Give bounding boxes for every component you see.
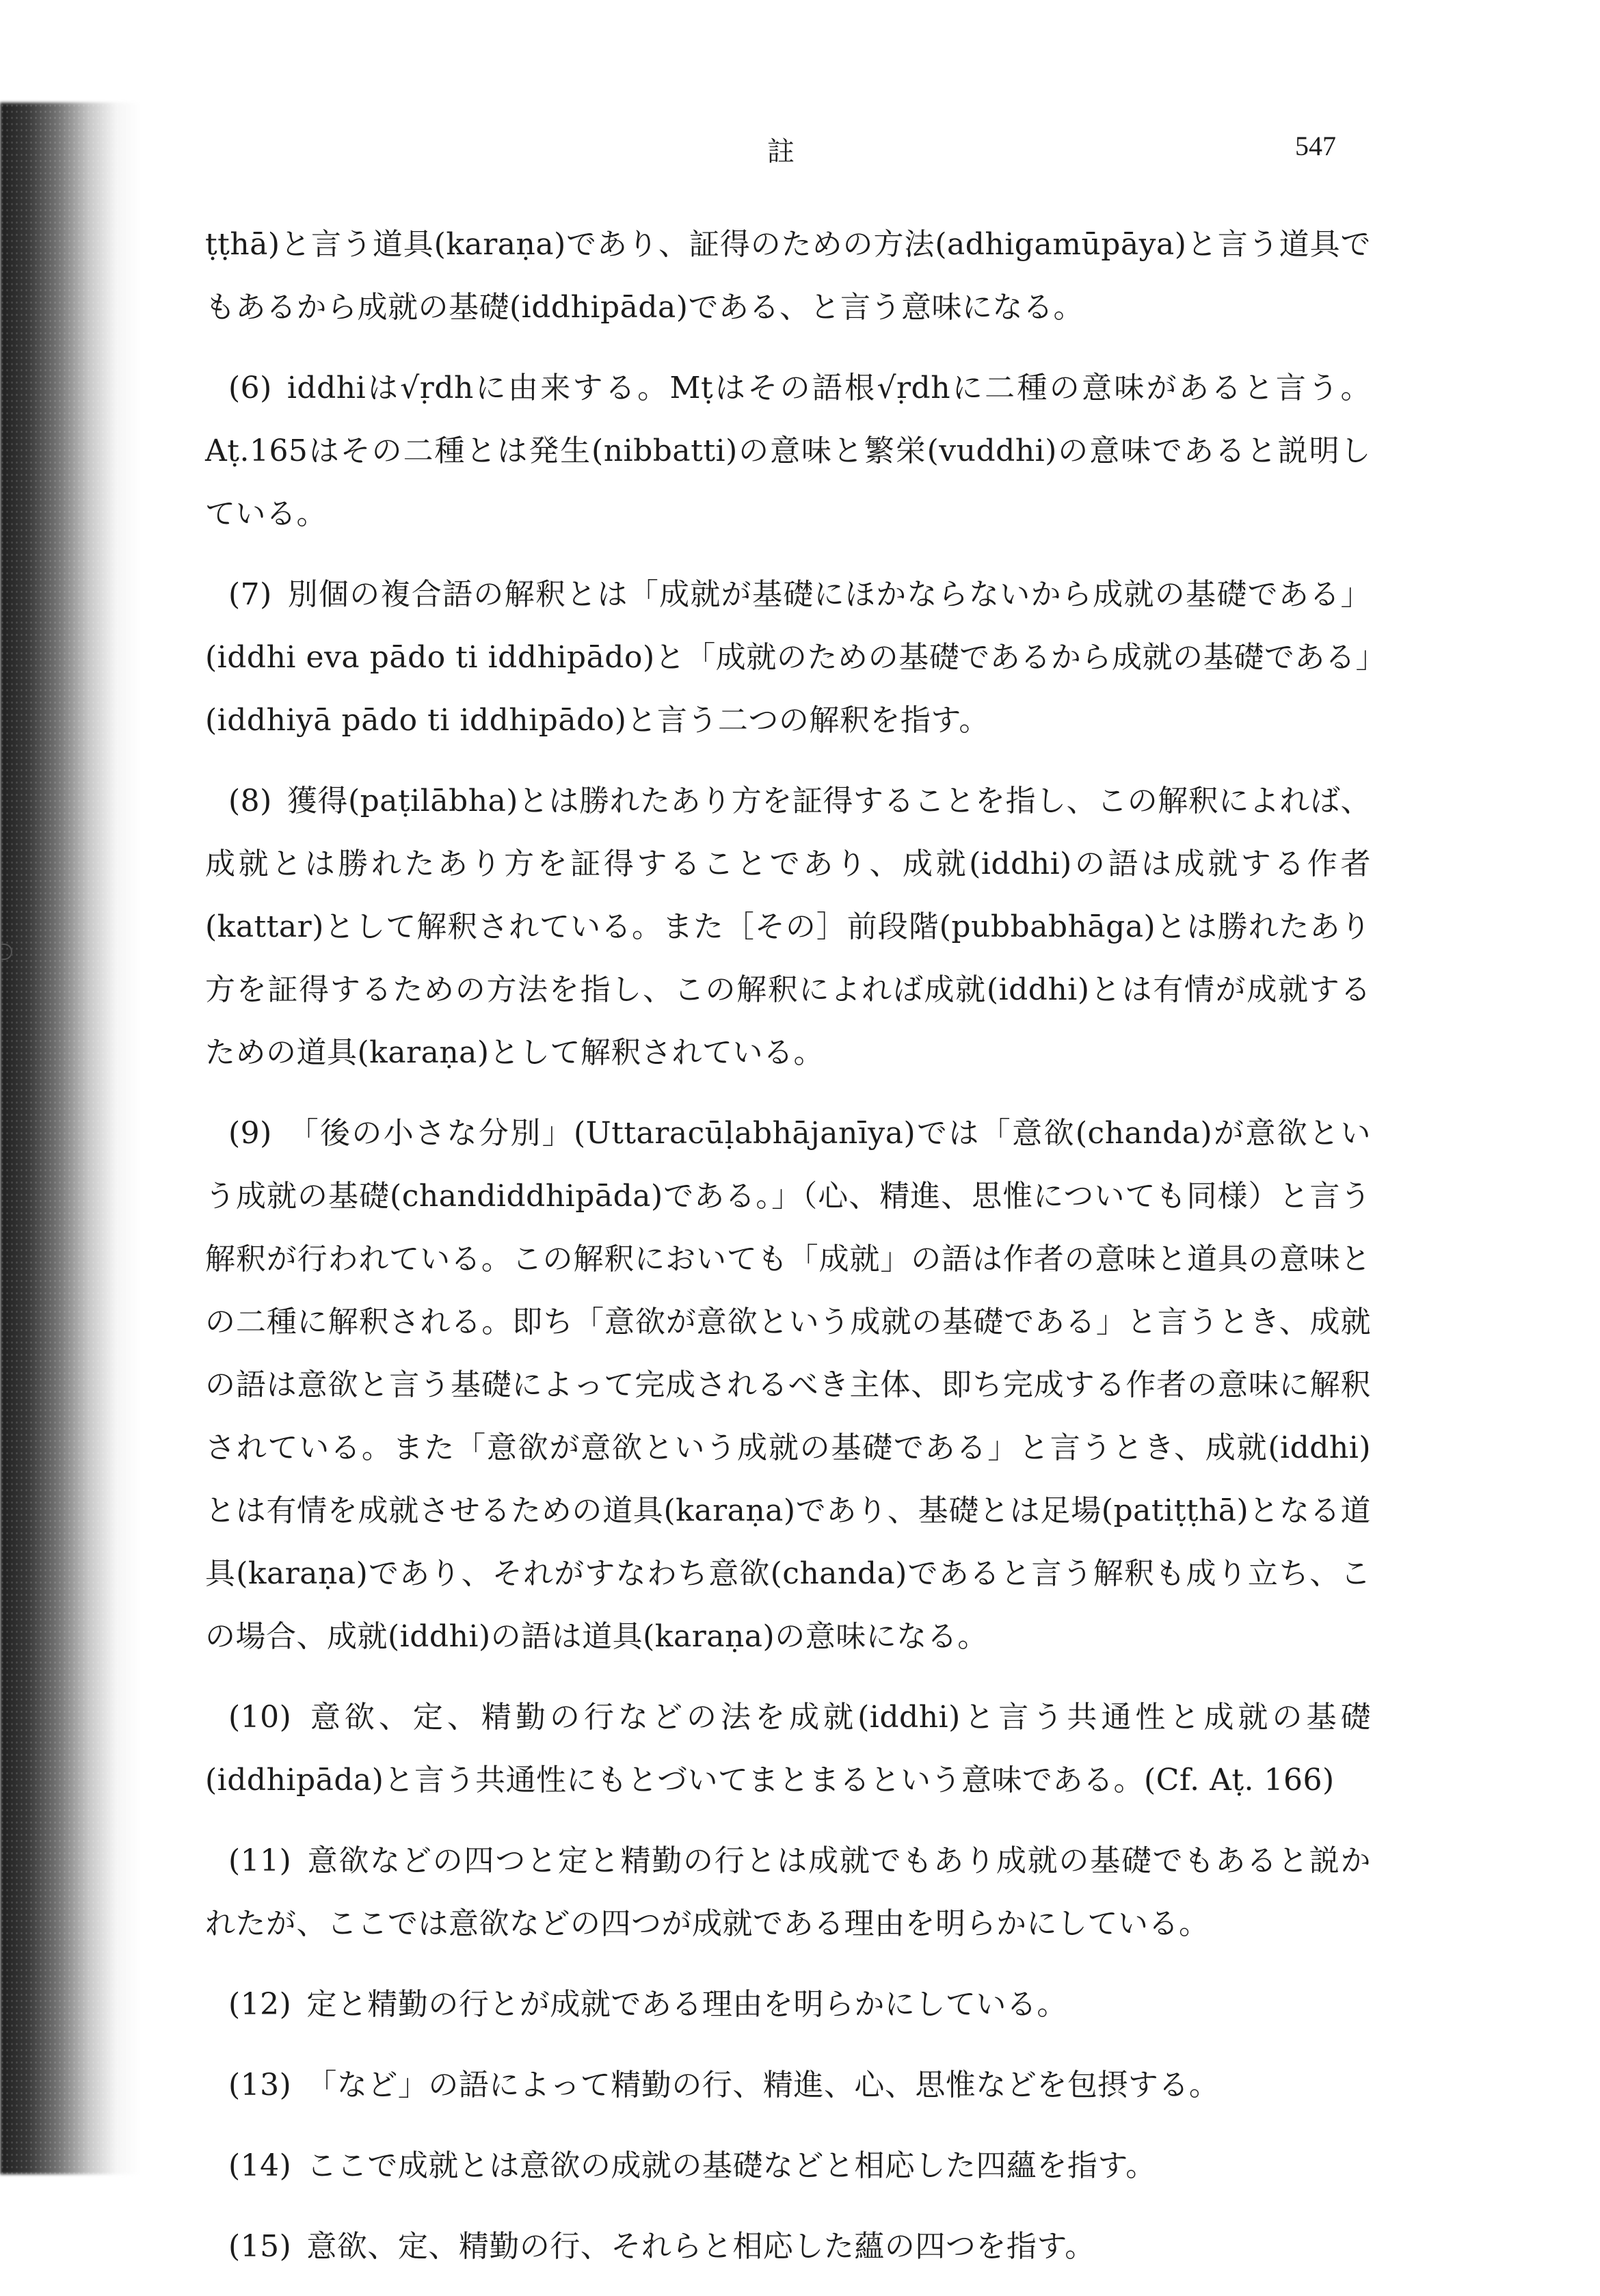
note-continued <box>205 213 1371 339</box>
note-number: (13) <box>228 2068 292 2103</box>
note-number: (6) <box>228 371 272 405</box>
running-header: 註 <box>767 136 796 168</box>
note-text: iddhiは√ṛdhに由来する。Mṭはその語根√ṛdhに二種の意味があると言う。Aṭ.165はその二種とは発生(nibbatti)の意味と繁栄(vuddhi)の意味であると説明している。 <box>205 371 1371 531</box>
note-number: (7) <box>228 577 272 612</box>
note-number: (11) <box>228 1843 292 1878</box>
note-number: (12) <box>228 1987 292 2022</box>
note-text: 定と精勤の行とが成就である理由を明らかにしている。 <box>306 1987 1067 2022</box>
note-text: 意欲、定、精勤の行、それらと相応した蘊の四つを指す。 <box>306 2229 1095 2264</box>
note-number: (14) <box>228 2148 292 2183</box>
note-text: 意欲、定、精勤の行などの法を成就(iddhi)と言う共通性と成就の基礎(iddhipāda)と言う共通性にもとづいてまとまるという意味である。(Cf. Aṭ. 166) <box>205 1700 1371 1798</box>
note-9 <box>205 1102 1371 1668</box>
note-number: (9) <box>228 1116 272 1151</box>
note-text: 「など」の語によって精勤の行、精進、心、思惟などを包摂する。 <box>306 2068 1220 2103</box>
note-13 <box>205 2054 1371 2117</box>
note-text: 「後の小さな分別」(Uttaracūḷabhājanīya)では「意欲(chanda)が意欲という成就の基礎(chandiddhipāda)である。」（心、精進、思惟についても同様）と言う解釈が行われている。この解釈においても「成就」の語は作者の意味と道具の意味との二種に解釈される。即ち「意欲が意欲という成就の基礎である」と言うとき、成就の語は意欲と言う基礎によって完成されるべき主体、即ち完成する作者の意味に解釈されている。また「意欲が意欲という成就の基礎である」と言うとき、成就(iddhi)とは有情を成就させるための道具(karaṇa)であり、基礎とは足場(patiṭṭhā)となる道具(karaṇa)であり、それがすなわち意欲(chanda)であると言う解釈も成り立ち、この場合、成就(iddhi)の語は道具(karaṇa)の意味になる。 <box>205 1116 1371 1654</box>
note-number: (15) <box>228 2229 292 2264</box>
notes-body <box>205 213 1371 2296</box>
note-10 <box>205 1686 1371 1812</box>
note-11 <box>205 1830 1371 1955</box>
note-8 <box>205 770 1371 1084</box>
scan-gutter-texture <box>0 103 140 2174</box>
note-text: 獲得(paṭilābha)とは勝れたあり方を証得することを指し、この解釈によれば、成就とは勝れたあり方を証得することであり、成就(iddhi)の語は成就する作者(kattar)として解釈されている。また［その］前段階(pubbabhāga)とは勝れたあり方を証得するための方法を指し、この解釈によれば成就(iddhi)とは有情が成就するための道具(karaṇa)として解釈されている。 <box>205 784 1371 1070</box>
note-number: (8) <box>228 784 272 818</box>
note-12 <box>205 1973 1371 2036</box>
note-number: (10) <box>228 1700 292 1735</box>
note-6 <box>205 357 1371 546</box>
note-text: ṭṭhā)と言う道具(karaṇa)であり、証得のための方法(adhigamūpāya)と言う道具でもあるから成就の基礎(iddhipāda)である、と言う意味になる。 <box>205 227 1371 325</box>
note-15 <box>205 2215 1371 2278</box>
note-text: 別個の複合語の解釈とは「成就が基礎にほかならないから成就の基礎である」(iddhi eva pādo ti iddhipādo)と「成就のための基礎であるから成就の基礎である」(iddhiyā pādo ti iddhipādo)と言う二つの解釈を指す。 <box>205 577 1371 738</box>
note-14 <box>205 2135 1371 2198</box>
note-7 <box>205 563 1371 752</box>
page-number: 547 <box>1295 131 1336 161</box>
note-text: 意欲などの四つと定と精勤の行とは成就でもあり成就の基礎でもあると説かれたが、ここでは意欲などの四つが成就である理由を明らかにしている。 <box>205 1843 1371 1941</box>
note-text: ここで成就とは意欲の成就の基礎などと相応した四蘊を指す。 <box>306 2148 1156 2183</box>
